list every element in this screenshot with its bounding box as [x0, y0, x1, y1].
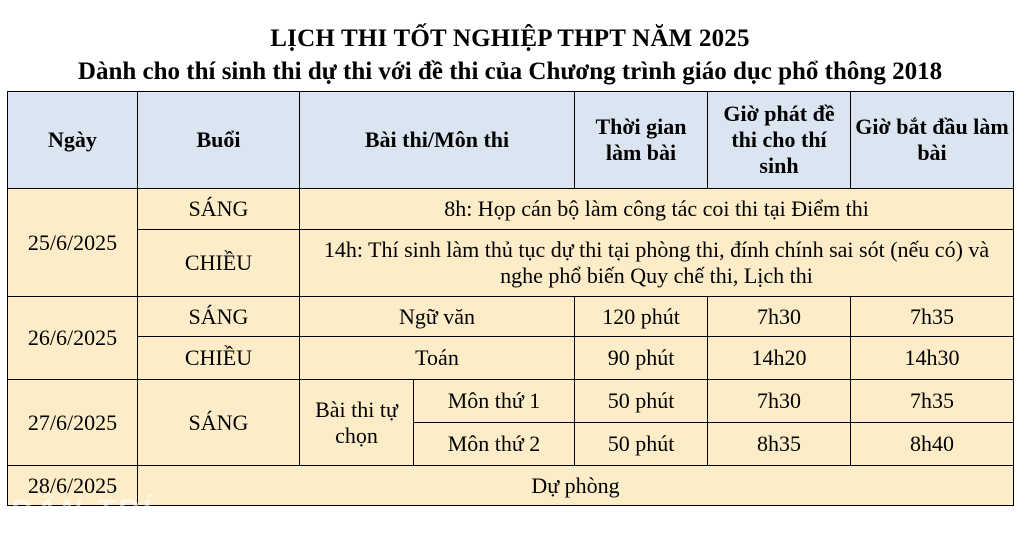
- table-row: [8, 337, 1014, 380]
- subject-cell: Toán: [300, 337, 575, 380]
- header-session: Buổi: [138, 92, 300, 189]
- header-subject: Bài thi/Môn thi: [300, 92, 575, 189]
- watermark-logo: DÂN TRÍ: [10, 494, 153, 527]
- header-date: Ngày: [8, 92, 138, 189]
- header-duration: Thời gian làm bài: [575, 92, 708, 189]
- header-row: [8, 92, 1014, 189]
- subject-cell: Môn thứ 2: [414, 423, 575, 466]
- session-cell: SÁNG: [138, 380, 300, 466]
- release-cell: 7h30: [708, 380, 851, 423]
- table-row: [8, 466, 1014, 506]
- subject-cell: Ngữ văn: [300, 297, 575, 337]
- release-cell: 14h20: [708, 337, 851, 380]
- duration-cell: 50 phút: [575, 380, 708, 423]
- elective-group-cell: Bài thi tự chọn: [300, 380, 414, 466]
- duration-cell: 120 phút: [575, 297, 708, 337]
- start-cell: 7h35: [851, 297, 1014, 337]
- header-exam-release: Giờ phát đề thi cho thí sinh: [708, 92, 851, 189]
- release-cell: 8h35: [708, 423, 851, 466]
- session-cell: SÁNG: [138, 297, 300, 337]
- table-row: [8, 297, 1014, 337]
- start-cell: 14h30: [851, 337, 1014, 380]
- table-row: [8, 230, 1014, 297]
- table-row: [8, 189, 1014, 230]
- page-subtitle: Dành cho thí sinh thi dự thi với đề thi của Chương trình giáo dục phổ thông 2018: [77, 58, 943, 85]
- start-cell: 7h35: [851, 380, 1014, 423]
- start-cell: 8h40: [851, 423, 1014, 466]
- table-row: [8, 380, 1014, 423]
- subject-cell: Dự phòng: [138, 466, 1014, 506]
- session-cell: CHIỀU: [138, 337, 300, 380]
- date-cell: 25/6/2025: [8, 189, 138, 297]
- date-cell: 28/6/2025: [8, 466, 138, 506]
- session-cell: SÁNG: [138, 189, 300, 230]
- note-cell: 8h: Họp cán bộ làm công tác coi thi tại Điểm thi: [300, 189, 1014, 230]
- release-cell: 7h30: [708, 297, 851, 337]
- exam-schedule-table: [7, 91, 1014, 506]
- duration-cell: 50 phút: [575, 423, 708, 466]
- session-cell: CHIỀU: [138, 230, 300, 297]
- date-cell: 27/6/2025: [8, 380, 138, 466]
- duration-cell: 90 phút: [575, 337, 708, 380]
- date-cell: 26/6/2025: [8, 297, 138, 380]
- note-cell: 14h: Thí sinh làm thủ tục dự thi tại phòng thi, đính chính sai sót (nếu có) và nghe phổ biến Quy chế thi, Lịch thi: [300, 230, 1014, 297]
- page-title: LỊCH THI TỐT NGHIỆP THPT NĂM 2025: [270, 25, 750, 52]
- subject-cell: Môn thứ 1: [414, 380, 575, 423]
- header-start: Giờ bắt đầu làm bài: [851, 92, 1014, 189]
